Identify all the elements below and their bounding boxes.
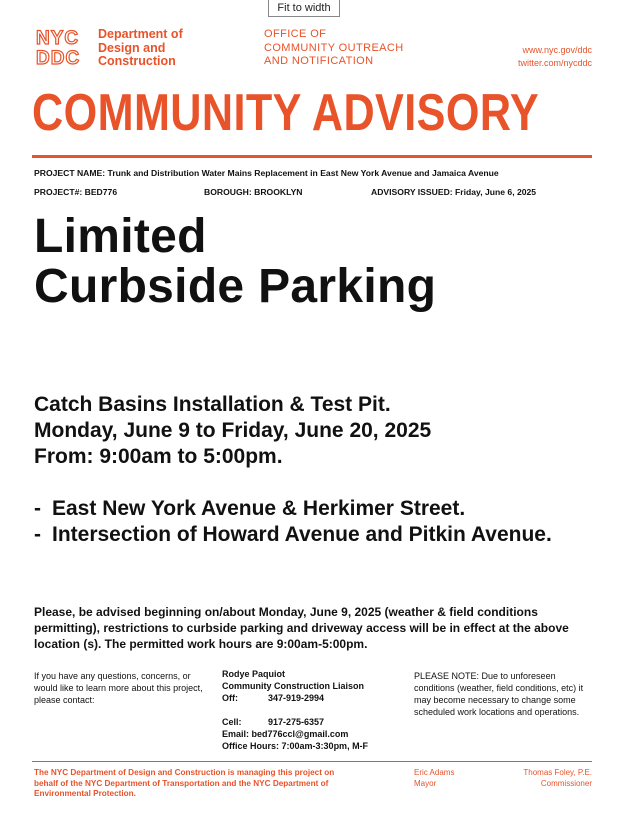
footer-statement: The NYC Department of Design and Construction is managing this project on behalf of the NYC Department of Transportation and the NYC Department of Environmental Protection. — [34, 768, 335, 798]
page-title: Limited Curbside Parking — [34, 210, 437, 313]
project-number: PROJECT#: BED776 — [34, 187, 118, 197]
project-name: PROJECT NAME: Trunk and Distribution Water Mains Replacement in East New York Avenue and Jamaica Avenue — [34, 168, 499, 178]
svg-text:NYC: NYC — [36, 28, 80, 49]
liaison-name: Rodye Paquiot — [222, 669, 286, 679]
contact-intro: If you have any questions, concerns, or would like to learn more about this project, please contact: — [34, 671, 203, 705]
please-note: PLEASE NOTE: Due to unforeseen conditions (weather, field conditions, etc) it may become necessary to change some scheduled work locations and operations. — [414, 671, 584, 717]
contact-details: Rodye Paquiot Community Construction Liaison Off: 347-919-2994 Cell: 917-275-6357 Email: bed776ccl@gmail.com Office Hours: 7:00am-3:30pm, M-F — [222, 669, 369, 751]
footer-rule — [32, 761, 592, 762]
cell-phone[interactable]: 917-275-6357 — [268, 717, 325, 727]
department-name: Department of Design and Construction — [98, 27, 183, 68]
website-link[interactable]: www.nyc.gov/ddc — [522, 45, 592, 55]
advisory-banner: COMMUNITY ADVISORY — [32, 84, 540, 142]
fit-to-width-button[interactable]: Fit to width — [268, 0, 340, 17]
commissioner-credit: Thomas Foley, P.E. Commissioner — [523, 768, 592, 788]
location-item: - Intersection of Howard Avenue and Pitkin Avenue. — [34, 523, 552, 546]
work-locations — [34, 496, 592, 548]
nyc-ddc-logo — [36, 27, 92, 67]
svg-text:DDC: DDC — [36, 48, 81, 67]
advisory-notice: Please, be advised beginning on/about Monday, June 9, 2025 (weather & field conditions permitting), restrictions to curbside parking and driveway access will be in effect at the above location (s). The permitted work hours are 9:00am-5:00pm. — [34, 605, 569, 651]
twitter-link[interactable]: twitter.com/nycddc — [517, 58, 592, 68]
office-hours: 7:00am-3:30pm, M-F — [281, 741, 369, 751]
work-details: Catch Basins Installation & Test Pit. Monday, June 9 to Friday, June 20, 2025 From: 9:00am to 5:00pm. — [34, 393, 432, 468]
project-borough: BOROUGH: BROOKLYN — [204, 187, 303, 197]
advisory-issued: ADVISORY ISSUED: Friday, June 6, 2025 — [371, 187, 537, 197]
header-links — [518, 44, 592, 70]
banner-rule — [32, 155, 592, 158]
mayor-credit: Eric Adams Mayor — [414, 768, 455, 788]
office-name: OFFICE OF COMMUNITY OUTREACH AND NOTIFICATION — [264, 28, 404, 67]
office-phone[interactable]: 347-919-2994 — [268, 693, 325, 703]
location-item: - East New York Avenue & Herkimer Street. — [34, 497, 466, 520]
email-link[interactable]: bed776ccl@gmail.com — [251, 729, 349, 739]
liaison-title: Community Construction Liaison — [222, 681, 365, 691]
